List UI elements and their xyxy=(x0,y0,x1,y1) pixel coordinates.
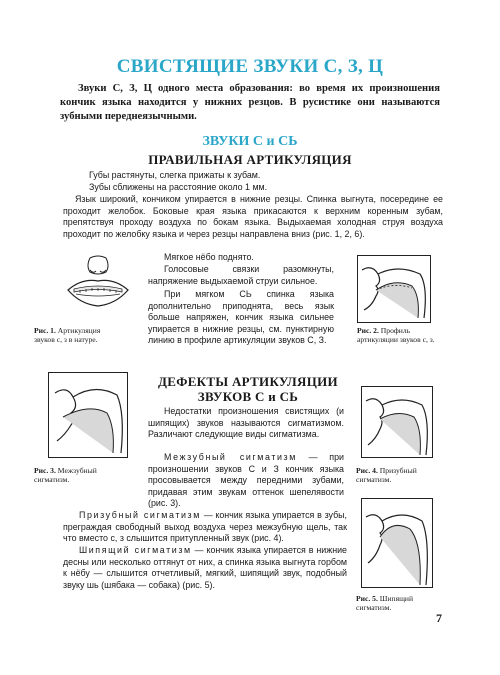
s2-paragraph-1: Недостатки произношения свистящих (и шипящих) звуков называются сигматизмом. Различают следующие виды сигматизма. xyxy=(148,406,344,440)
addental-illustration xyxy=(362,387,432,457)
page-title: СВИСТЯЩИЕ ЗВУКИ С, З, Ц xyxy=(116,56,384,77)
figure-4 xyxy=(361,386,433,458)
s1-paragraph-3: Язык широкий, кончиком упирается в нижние резцы. Спинка выгнута, посередине ее проходит желобок. Боковые края языка прикасаются к верхним коренным зубам, препятствуя проходу воздуха по бокам языка. Выдыхаемая холодная струя воздуха проходит по желобку языка и через резцы направлена вниз (рис. 1, 2, 6). xyxy=(63,194,443,239)
caption-4: Рис. 4. Призубный сигматизм. xyxy=(356,466,417,484)
caption-5: Рис. 5. Шипящий сигматизм. xyxy=(356,594,414,612)
page-number: 7 xyxy=(436,611,442,625)
figure-3 xyxy=(48,372,128,458)
s1-paragraph-2: Зубы сближены на расстояние около 1 мм. xyxy=(89,182,268,192)
s2-paragraph-3: Призубный сигматизм — кончик языка упирается в зубы, преграждая свободный выход воздуха через межзубную щель, так что вместо с, з слышится притупленный звук (рис. 4). xyxy=(63,510,347,544)
lateral-hissing-illustration xyxy=(362,499,432,587)
s1-paragraph-1: Губы растянуты, слегка прижаты к зубам. xyxy=(89,170,261,180)
s1-paragraph-4: Мягкое нёбо поднято. xyxy=(164,252,254,262)
caption-3: Рис. 3. Межзубный сигматизм. xyxy=(34,466,97,484)
s2-paragraph-4: Шипящий сигматизм — кончик языка упирается в нижние десны или несколько оттянут от них, а спинка языка выгнута горбом к нёбу — слышится отчетливый, мягкий, шипящий звук, подобный звуку шь (шябака — собака) (рис. 5). xyxy=(63,545,347,590)
caption-1: Рис. 1. Артикуляция звуков с, з в натуре. xyxy=(34,326,101,344)
interdental-illustration xyxy=(49,373,127,457)
section1-subheading: ПРАВИЛЬНАЯ АРТИКУЛЯЦИЯ xyxy=(148,152,352,167)
mouth-front-illustration xyxy=(62,252,134,318)
section2-heading: ДЕФЕКТЫ АРТИКУЛЯЦИИ ЗВУКОВ С и СЬ xyxy=(158,374,338,404)
caption-2: Рис. 2. Профиль артикуляции звуков с, з. xyxy=(357,326,435,344)
figure-5 xyxy=(361,498,433,588)
figure-1 xyxy=(62,252,134,318)
s2-paragraph-2: Межзубный сигматизм — при произношении звуков С и З кончик языка просовывается между передними зубами, придавая этим звукам оттенок шепелявости (рис. 3). xyxy=(148,452,344,509)
section1-heading: ЗВУКИ С и СЬ xyxy=(202,134,298,149)
figure-2 xyxy=(357,255,431,323)
profile-illustration xyxy=(358,256,430,322)
intro-paragraph: Звуки С, З, Ц одного места образования: во время их произношения кончик языка находится у нижних резцов. В русистике они называются зубными переднеязычными. xyxy=(60,83,440,122)
s1-paragraph-6: При мягком СЬ спинка языка дополнительно приподнята, весь язык больше напряжен, кончик языка сильнее упирается в нижние резцы, см. пунктирную линию в профиле артикуляции звуков С, З. xyxy=(148,289,334,346)
s1-paragraph-5: Голосовые связки разомкнуты, напряжение выдыхаемой струи сильное. xyxy=(148,264,334,286)
